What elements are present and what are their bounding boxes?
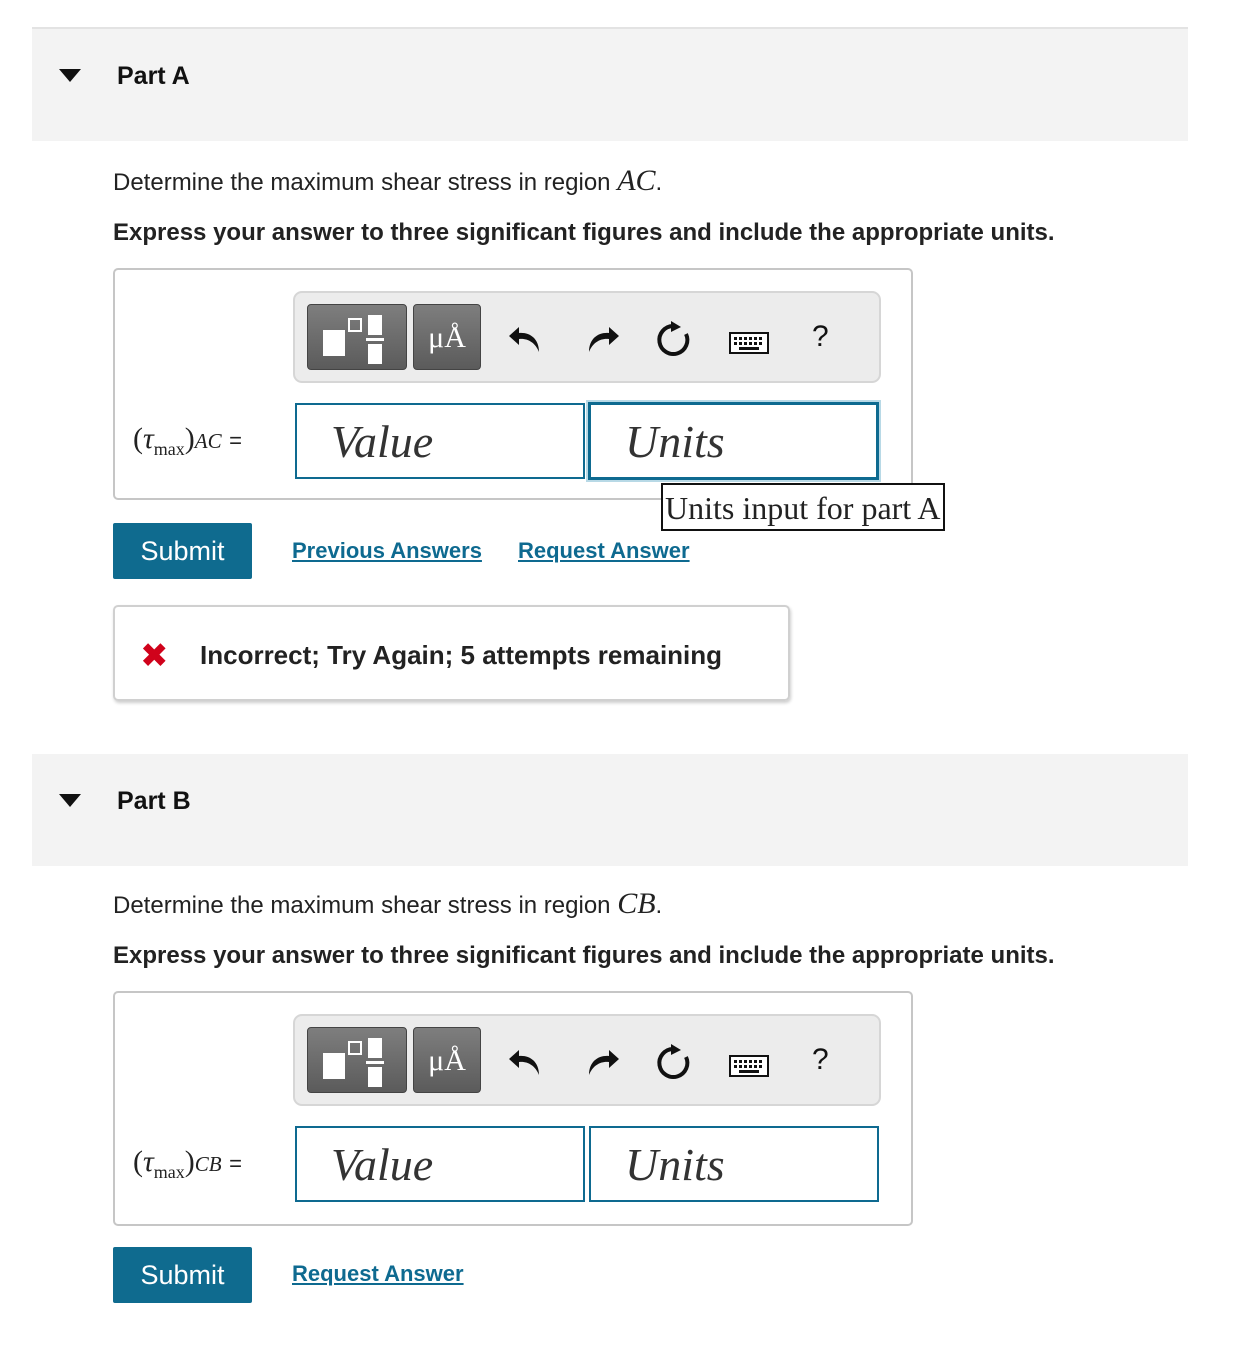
- help-button[interactable]: ?: [812, 320, 829, 353]
- part-a-submit-button[interactable]: Submit: [113, 523, 252, 579]
- part-a-prompt: [113, 164, 662, 198]
- units-symbol-button[interactable]: μÅ: [413, 1027, 481, 1093]
- part-b-title: Part B: [117, 787, 191, 815]
- part-b-instruction: Express your answer to three significant figures and include the appropriate units.: [113, 942, 1055, 969]
- prompt-text: Determine the maximum shear stress in region: [113, 169, 618, 196]
- part-a-units-field[interactable]: [588, 402, 879, 480]
- part-b-units-input[interactable]: [591, 1128, 877, 1200]
- reset-icon[interactable]: [653, 320, 693, 369]
- prompt-end: .: [655, 169, 663, 196]
- equals-sign: =: [229, 428, 242, 453]
- part-b-value-input[interactable]: [297, 1128, 583, 1200]
- undo-icon[interactable]: [505, 318, 545, 367]
- fraction-template-icon: [308, 305, 408, 371]
- part-b-lhs-label: $(\tau_{max})CB$ =: [133, 1145, 242, 1182]
- reset-icon[interactable]: [653, 1043, 693, 1092]
- collapse-caret-icon[interactable]: [59, 69, 81, 82]
- part-b-units-field[interactable]: [589, 1126, 879, 1202]
- part-b-header[interactable]: [32, 754, 1188, 866]
- templates-button[interactable]: [307, 1027, 407, 1093]
- units-tooltip: Units input for part A: [661, 483, 945, 531]
- part-a-value-input[interactable]: [297, 405, 583, 477]
- units-symbol-button[interactable]: μÅ: [413, 304, 481, 370]
- part-a-title: Part A: [117, 62, 190, 90]
- prompt-math: CB: [617, 887, 656, 920]
- prompt-text: Determine the maximum shear stress in region: [113, 892, 618, 919]
- tau-symbol: τ: [143, 1145, 154, 1178]
- incorrect-x-icon: ✖: [140, 637, 169, 675]
- redo-icon[interactable]: [583, 1041, 623, 1090]
- feedback-text: Incorrect; Try Again; 5 attempts remaining: [200, 640, 723, 670]
- tau-symbol: τ: [143, 422, 154, 455]
- part-b-prompt: [113, 887, 662, 921]
- templates-button[interactable]: [307, 304, 407, 370]
- collapse-caret-icon[interactable]: [59, 794, 81, 807]
- part-a-units-input[interactable]: [591, 405, 876, 477]
- prompt-math: AC: [617, 164, 656, 197]
- keyboard-icon[interactable]: [729, 332, 769, 359]
- keyboard-icon[interactable]: [729, 1055, 769, 1082]
- part-b-submit-button[interactable]: Submit: [113, 1247, 252, 1303]
- region-subscript: AC: [194, 429, 222, 453]
- part-a-instruction: Express your answer to three significant figures and include the appropriate units.: [113, 219, 1055, 246]
- previous-answers-link[interactable]: Previous Answers: [292, 538, 482, 563]
- region-subscript: CB: [194, 1152, 222, 1176]
- part-a-lhs-label: $(\tau_{max})AC$ =: [133, 422, 242, 459]
- redo-icon[interactable]: [583, 318, 623, 367]
- equals-sign: =: [229, 1151, 242, 1176]
- part-b-request-answer-link[interactable]: Request Answer: [292, 1261, 464, 1286]
- part-a-header[interactable]: [32, 29, 1188, 141]
- part-b-value-field[interactable]: [295, 1126, 585, 1202]
- max-subscript: max: [153, 1162, 185, 1182]
- part-a-value-field[interactable]: [295, 403, 585, 479]
- undo-icon[interactable]: [505, 1041, 545, 1090]
- max-subscript: max: [153, 439, 185, 459]
- help-button[interactable]: ?: [812, 1043, 829, 1076]
- part-a-request-answer-link[interactable]: Request Answer: [518, 538, 690, 563]
- prompt-end: .: [655, 892, 663, 919]
- fraction-template-icon: [308, 1028, 408, 1094]
